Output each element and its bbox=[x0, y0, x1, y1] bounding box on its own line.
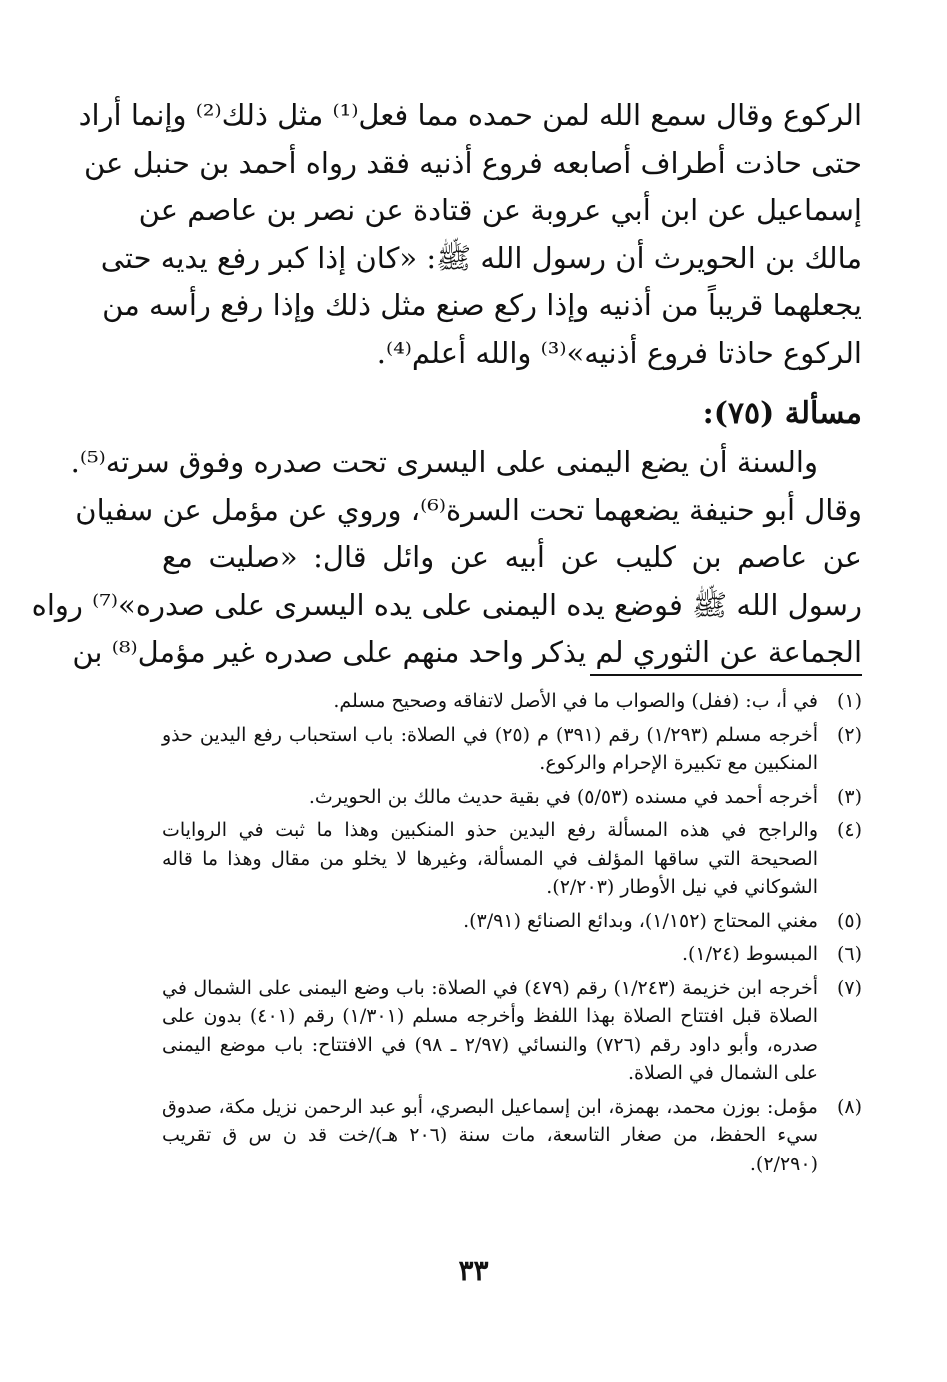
footnote-number: (٦) bbox=[836, 943, 862, 965]
text-line: عن عاصم بن كليب عن أبيه عن وائل قال: «صليت مع bbox=[162, 540, 862, 574]
footnote bbox=[162, 721, 862, 778]
footnote-text: مؤمل: بوزن محمد، بهمزة، ابن إسماعيل البصري، أبو عبد الرحمن نزيل مكة، صدوق سيء الحفظ، من صغار التاسعة، مات سنة (٢٠٦ هـ)/خت قد ن س ق تقريب (٢/٢٩٠). bbox=[162, 1095, 819, 1175]
text-line: الركوع وقال سمع الله لمن حمده مما فعل⁽¹⁾ مثل ذلك⁽²⁾ وإنما أراد bbox=[78, 98, 862, 132]
text-line: وقال أبو حنيفة يضعهما تحت السرة⁽⁶⁾، وروي عن مؤمل عن سفيان bbox=[75, 492, 862, 527]
text-line: الجماعة عن الثوري لم يذكر واحد منهم على صدره غير مؤمل⁽⁸⁾ بن bbox=[72, 635, 862, 669]
text-line: مالك بن الحويرث أن رسول الله ﷺ: «كان إذا كبر رفع يديه حتى bbox=[100, 240, 862, 275]
text-line: رسول الله ﷺ فوضع يده اليمنى على يده اليسرى على صدره»⁽⁷⁾ رواه bbox=[31, 587, 862, 622]
footnote-divider bbox=[590, 674, 862, 676]
text-line: يجعلهما قريباً من أذنيه وإذا ركع صنع مثل ذلك وإذا رفع رأسه من bbox=[102, 288, 862, 322]
footnote bbox=[162, 783, 862, 812]
footnote-text: المبسوط (١/٢٤). bbox=[681, 943, 818, 965]
footnote-number: (٨) bbox=[836, 1095, 862, 1118]
main-text-block bbox=[31, 92, 862, 677]
text-line: والسنة أن يضع اليمنى على اليسرى تحت صدره وفوق سرته⁽⁵⁾. bbox=[70, 445, 818, 479]
footnote bbox=[162, 974, 862, 1088]
footnote-text: أخرجه مسلم (١/٢٩٣) رقم (٣٩١) م (٢٥) في الصلاة: باب استحباب رفع اليدين حذو المنكبين مع تكبيرة الإحرام والركوع. bbox=[162, 723, 818, 774]
footnote bbox=[162, 687, 862, 716]
footnote-number: (٣) bbox=[836, 785, 862, 808]
footnote-text: أخرجه ابن خزيمة (١/٢٤٣) رقم (٤٧٩) في الصلاة: باب وضع اليمنى على الشمال في الصلاة قبل افتتاح الصلاة بهذا اللفظ وأخرجه مسلم (١/٣٠١) رقم (٤٠١) بدون على صدره، وأبو داود رقم (٧٢٦) والنسائي (٢/٩٧ ـ ٩٨) في الافتتاح: باب موضع اليمنى على الشمال في الصلاة. bbox=[162, 976, 819, 1084]
footnote bbox=[162, 907, 862, 936]
footnote bbox=[162, 816, 862, 902]
footnote bbox=[162, 1093, 862, 1179]
text-line: الركوع حاذتا فروع أذنيه»⁽³⁾ والله أعلم⁽⁴⁾. bbox=[376, 335, 862, 370]
page-number: ٣٣ bbox=[458, 1254, 489, 1287]
footnote-number: (١) bbox=[836, 690, 862, 712]
footnote-text: في أ، ب: (ففل) والصواب ما في الأصل لاتفاقه وصحيح مسلم. bbox=[333, 690, 818, 712]
section-heading: مسألة (٧٥): bbox=[702, 396, 862, 431]
footnote-number: (٢) bbox=[836, 723, 862, 746]
footnotes bbox=[162, 687, 862, 1183]
footnote-number: (٧) bbox=[836, 976, 862, 999]
footnote-number: (٤) bbox=[836, 819, 862, 841]
footnote-text: أخرجه أحمد في مسنده (٥/٥٣) في بقية حديث مالك بن الحويرث. bbox=[308, 785, 818, 808]
text-line: إسماعيل عن ابن أبي عروبة عن قتادة عن نصر بن عاصم عن bbox=[138, 193, 862, 227]
footnote-text: مغني المحتاج (١/١٥٢)، وبدائع الصنائع (٣/٩١). bbox=[463, 909, 818, 932]
text-line: حتى حاذت أطراف أصابعه فروع أذنيه فقد رواه أحمد بن حنبل عن bbox=[83, 145, 862, 180]
footnote-number: (٥) bbox=[836, 909, 862, 932]
footnote bbox=[162, 940, 862, 969]
footnote-text: والراجح في هذه المسألة رفع اليدين حذو المنكبين وهذا ما ثبت في الروايات الصحيحة التي ساقها المؤلف في المسألة، وغيرها لا يخلو من مقال وهذا ما قاله الشوكاني في نيل الأوطار (٢/٢٠٣). bbox=[162, 819, 818, 898]
